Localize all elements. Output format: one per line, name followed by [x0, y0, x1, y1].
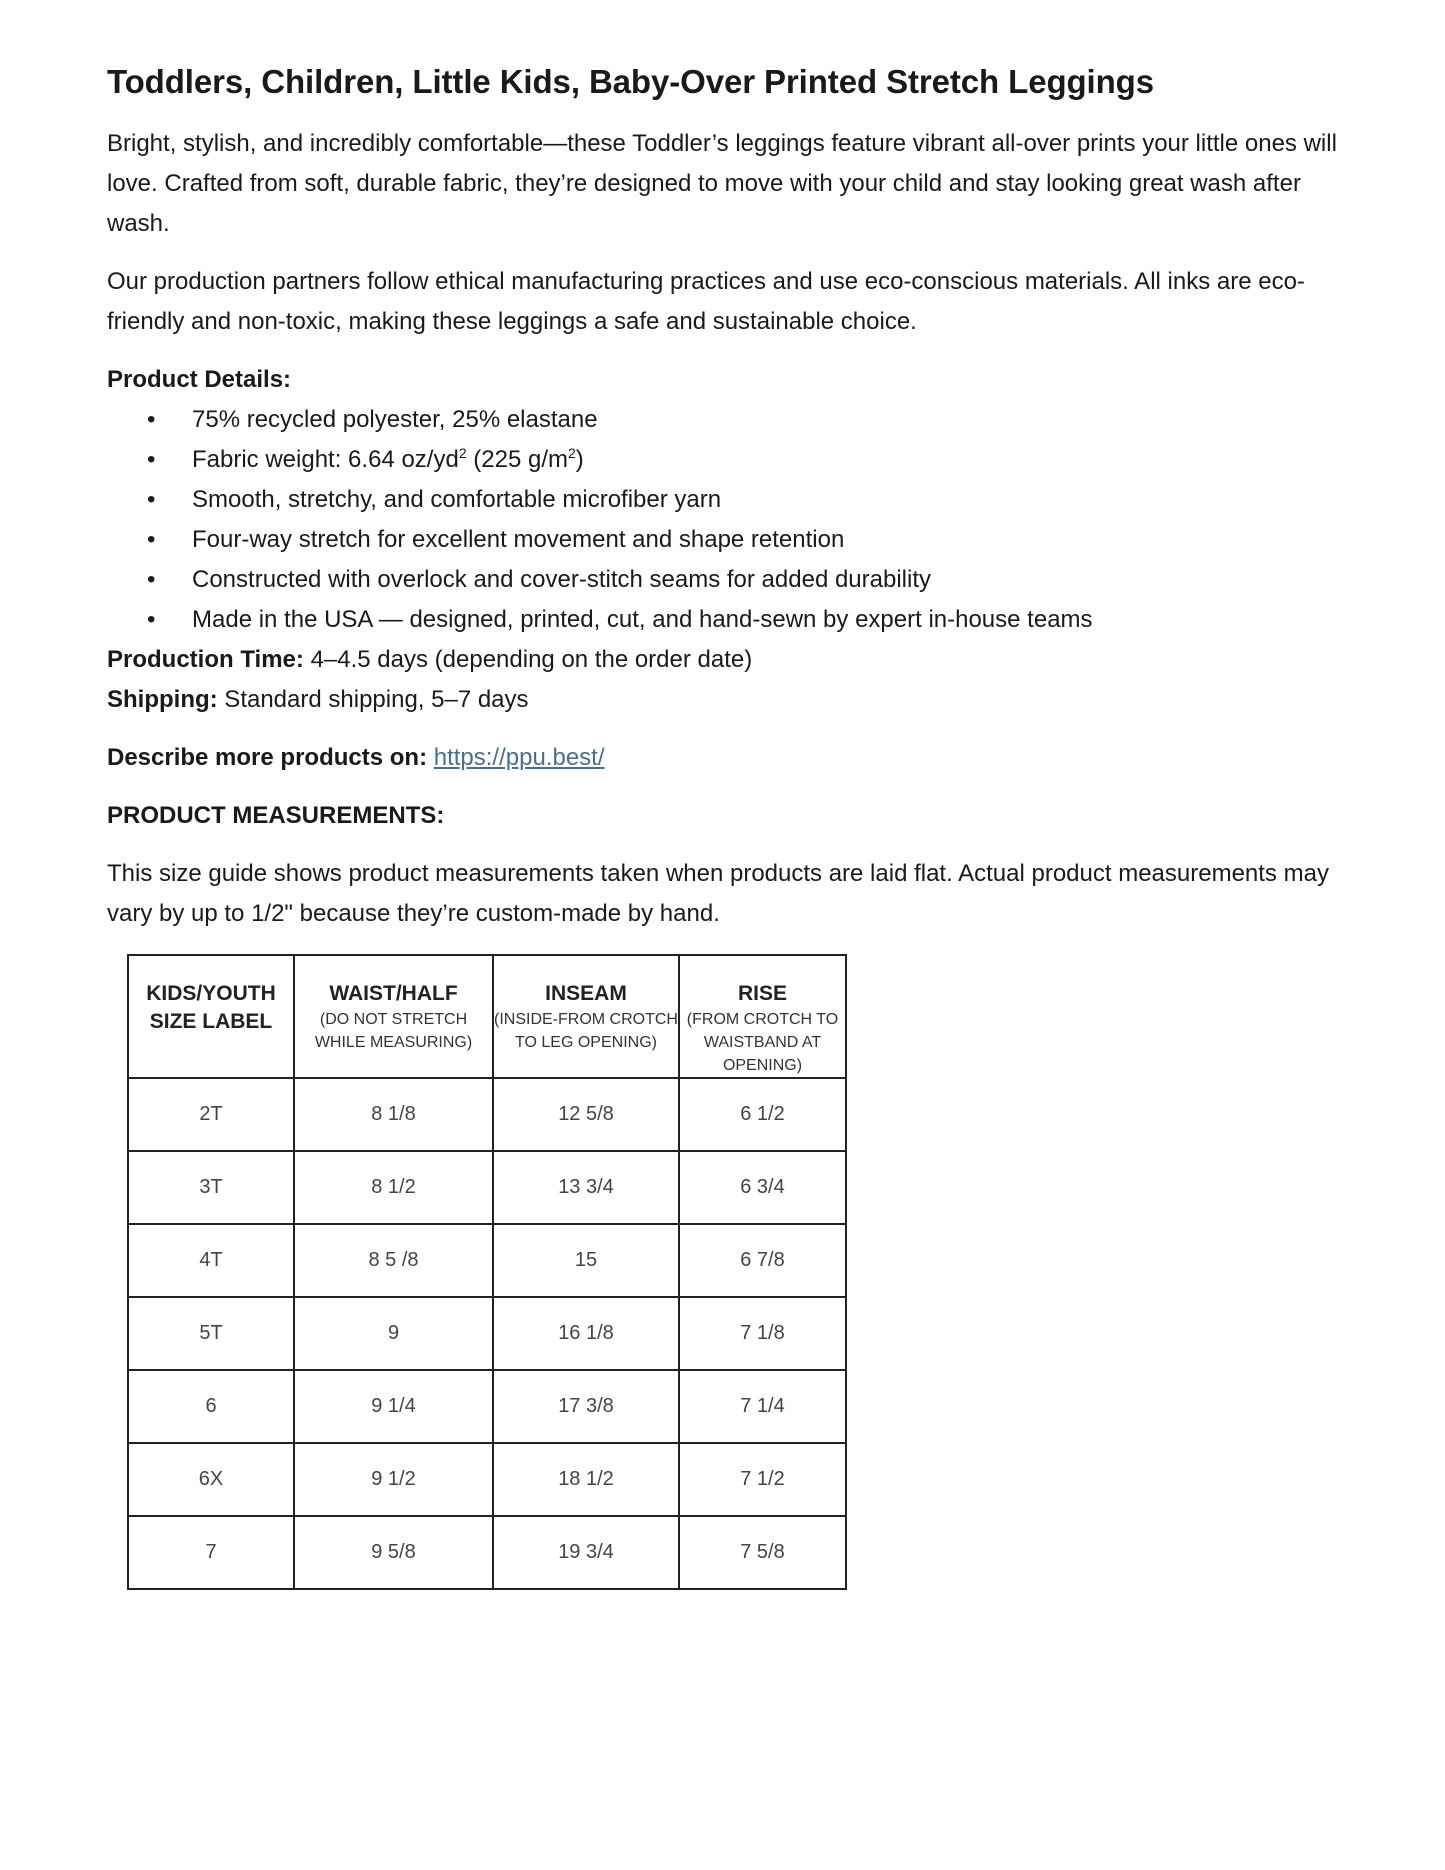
- superscript: 2: [568, 444, 576, 461]
- measurements-heading: PRODUCT MEASUREMENTS:: [107, 801, 445, 829]
- table-header-row: [128, 955, 846, 1078]
- list-item-text: Smooth, stretchy, and comfortable microfiber yarn: [192, 485, 722, 513]
- shipping-label: Shipping:: [107, 685, 218, 713]
- table-cell: 15: [493, 1224, 679, 1297]
- table-cell: 8 5 /8: [294, 1224, 493, 1297]
- column-header-main: KIDS/YOUTH: [146, 982, 276, 1005]
- list-item: [192, 600, 1347, 640]
- table-row: [128, 1297, 846, 1370]
- table-row: [128, 1370, 846, 1443]
- column-header-sub: (INSIDE-FROM CROTCH TO LEG OPENING): [494, 1011, 678, 1051]
- intro-paragraph-2: Our production partners follow ethical manufacturing practices and use eco-conscious materials. All inks are eco-friendly and non-toxic, making these leggings a safe and sustainable choice.: [107, 267, 1305, 335]
- list-item: [192, 480, 1347, 520]
- table-row: [128, 1516, 846, 1589]
- table-cell: 6: [128, 1370, 294, 1443]
- table-cell: 19 3/4: [493, 1516, 679, 1589]
- list-item-text: Four-way stretch for excellent movement and shape retention: [192, 525, 845, 553]
- column-header-rise: [679, 955, 846, 1078]
- table-cell: 9 1/4: [294, 1370, 493, 1443]
- column-header-waist: [294, 955, 493, 1078]
- table-cell: 13 3/4: [493, 1151, 679, 1224]
- production-time-value: 4–4.5 days (depending on the order date): [303, 645, 753, 673]
- table-cell: 18 1/2: [493, 1443, 679, 1516]
- more-products-label: Describe more products on:: [107, 743, 428, 771]
- intro-paragraph-1: Bright, stylish, and incredibly comfortable—these Toddler’s leggings feature vibrant all-over prints your little ones will love. Crafted from soft, durable fabric, they’re designed to move with your child and stay looking great wash after wash.: [107, 129, 1337, 237]
- shipping-line: [107, 680, 1347, 720]
- column-header-sub: (DO NOT STRETCH WHILE MEASURING): [314, 1011, 473, 1051]
- table-cell: 6X: [128, 1443, 294, 1516]
- column-header-main: WAIST/HALF: [329, 982, 458, 1005]
- table-cell: 3T: [128, 1151, 294, 1224]
- table-cell: 9: [294, 1297, 493, 1370]
- product-details-heading: Product Details:: [107, 365, 292, 393]
- list-item: [192, 440, 1347, 480]
- table-cell: 16 1/8: [493, 1297, 679, 1370]
- table-cell: 6 3/4: [679, 1151, 846, 1224]
- table-cell: 7: [128, 1516, 294, 1589]
- production-time-line: [107, 640, 1347, 680]
- table-cell: 7 1/4: [679, 1370, 846, 1443]
- column-header-size: [128, 955, 294, 1078]
- column-header-inseam: [493, 955, 679, 1078]
- table-cell: 9 1/2: [294, 1443, 493, 1516]
- table-row: [128, 1224, 846, 1297]
- product-details-list: [107, 400, 1347, 640]
- table-row: [128, 1443, 846, 1516]
- page-title: Toddlers, Children, Little Kids, Baby-Over Printed Stretch Leggings: [107, 63, 1154, 100]
- list-item-text: (225 g/m: [466, 445, 568, 473]
- table-cell: 8 1/8: [294, 1078, 493, 1151]
- table-cell: 4T: [128, 1224, 294, 1297]
- table-cell: 12 5/8: [493, 1078, 679, 1151]
- list-item-text: Made in the USA — designed, printed, cut, and hand-sewn by expert in-house teams: [192, 605, 1093, 633]
- table-cell: 7 5/8: [679, 1516, 846, 1589]
- column-header-sub: (FROM CROTCH TO WAISTBAND AT OPENING): [686, 1011, 839, 1074]
- list-item: [192, 520, 1347, 560]
- list-item-text: ): [575, 445, 584, 473]
- table-cell: 6 1/2: [679, 1078, 846, 1151]
- size-table: [127, 954, 847, 1590]
- table-cell: 5T: [128, 1297, 294, 1370]
- list-item-text: 75% recycled polyester, 25% elastane: [192, 405, 598, 433]
- table-row: [128, 1078, 846, 1151]
- table-cell: 7 1/8: [679, 1297, 846, 1370]
- document-page: [107, 62, 1347, 952]
- table-cell: 17 3/8: [493, 1370, 679, 1443]
- table-cell: 7 1/2: [679, 1443, 846, 1516]
- table-cell: 8 1/2: [294, 1151, 493, 1224]
- measurements-note: This size guide shows product measurements taken when products are laid flat. Actual product measurements may vary by up to 1/2" because they’re custom-made by hand.: [107, 859, 1329, 927]
- table-row: [128, 1151, 846, 1224]
- list-item-text: Constructed with overlock and cover-stitch seams for added durability: [192, 565, 932, 593]
- more-products-link[interactable]: https://ppu.best/: [433, 743, 605, 771]
- production-time-label: Production Time:: [107, 645, 304, 673]
- shipping-value: Standard shipping, 5–7 days: [217, 685, 529, 713]
- superscript: 2: [458, 444, 467, 461]
- table-cell: 9 5/8: [294, 1516, 493, 1589]
- table-cell: 2T: [128, 1078, 294, 1151]
- list-item: [192, 400, 1347, 440]
- list-item-text: Fabric weight: 6.64 oz/yd: [192, 445, 459, 473]
- table-cell: 6 7/8: [679, 1224, 846, 1297]
- list-item: [192, 560, 1347, 600]
- more-products-line: [107, 738, 1347, 778]
- column-header-main: SIZE LABEL: [149, 1010, 273, 1033]
- column-header-main: RISE: [737, 982, 787, 1005]
- column-header-main: INSEAM: [545, 982, 627, 1005]
